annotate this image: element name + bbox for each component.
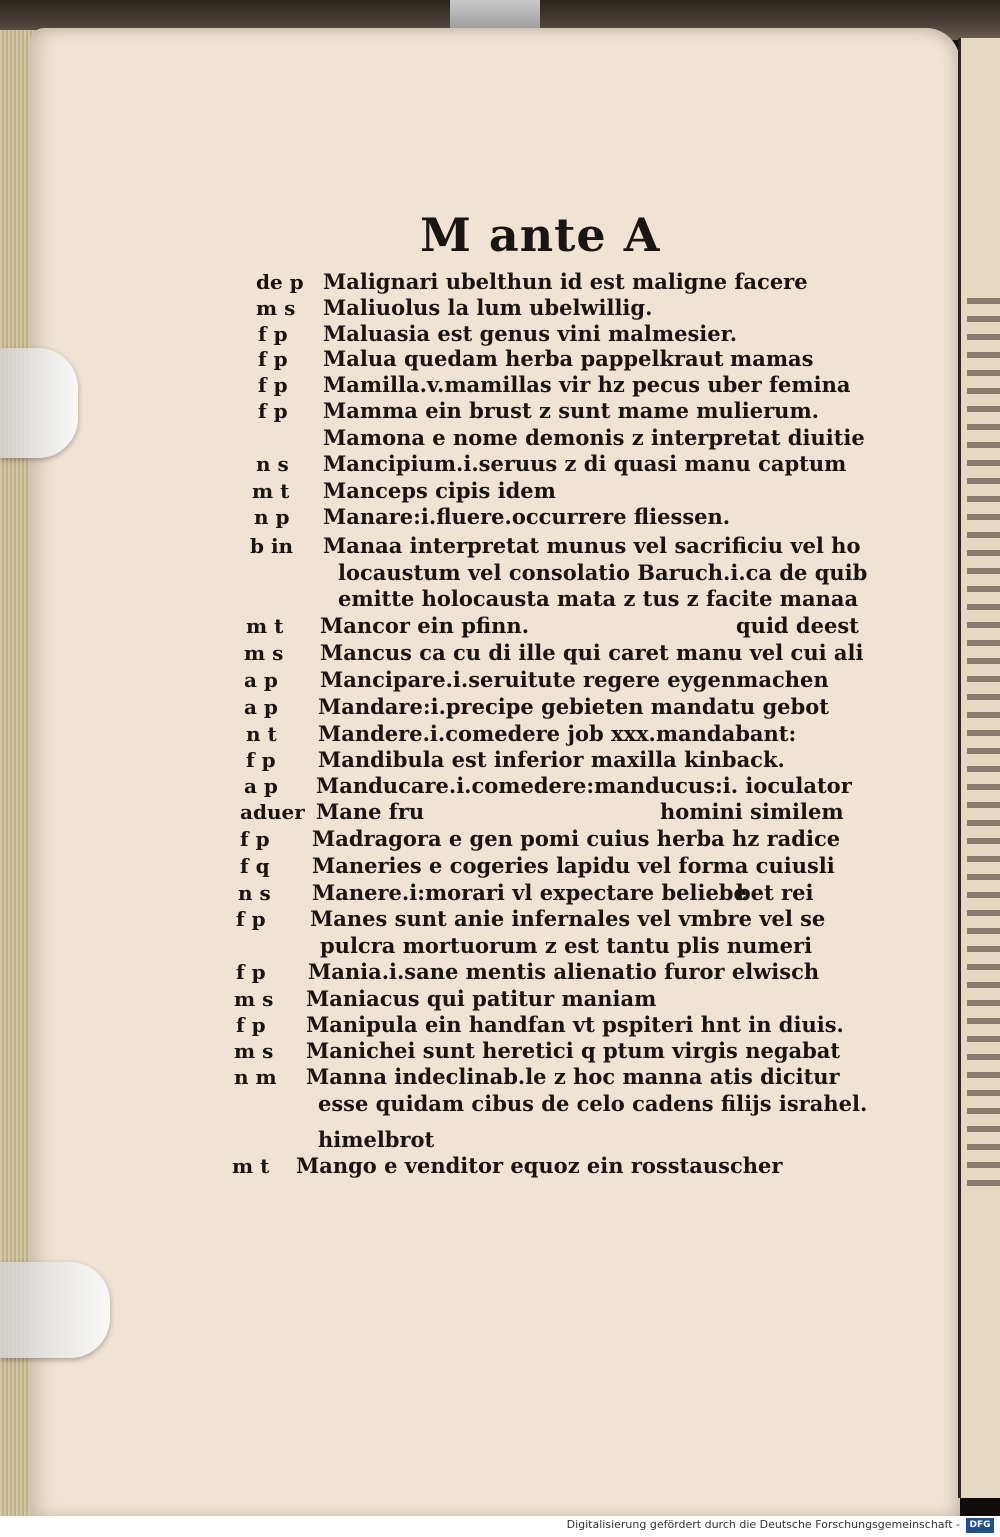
entry-text: Mancipium.i.seruus z di quasi manu captum (323, 451, 847, 476)
grammar-code: m t (232, 1154, 270, 1178)
grammar-code: f p (236, 1013, 266, 1037)
page-heading: M ante A (420, 208, 661, 262)
entry-text: Mane fru (316, 799, 425, 824)
entry-text: Mamma ein brust z sunt mame mulierum. (323, 398, 819, 423)
grammar-code: a p (244, 668, 278, 692)
grammar-code: f p (258, 347, 288, 371)
entry-text: Manaa interpretat munus vel sacrificiu vel ho (323, 533, 861, 558)
grammar-code: b in (250, 534, 294, 558)
entry-text: Mancus ca cu di ille qui caret manu vel cui ali (320, 640, 864, 665)
grammar-code: m s (234, 987, 274, 1011)
grammar-code: aduer (240, 800, 305, 824)
entry-text: Madragora e gen pomi cuius herba hz radice (312, 826, 841, 851)
entry-text: himelbrot (318, 1127, 435, 1152)
entry-continuation: homini similem (660, 799, 844, 824)
grammar-code: m s (244, 641, 284, 665)
dfg-logo-icon: DFG (966, 1518, 994, 1533)
grammar-code: f p (258, 322, 288, 346)
entry-text: Malua quedam herba pappelkraut (323, 346, 724, 371)
entry-text: Mamilla.v.mamillas vir hz pecus uber femina (323, 372, 851, 397)
grammar-code: n m (234, 1065, 277, 1089)
grammar-code: n t (246, 722, 277, 746)
grammar-code: f p (246, 748, 276, 772)
entry-text: Manna indeclinab.le z hoc manna atis dicitur (306, 1064, 840, 1089)
page-clip-bottom (0, 1262, 110, 1358)
entry-text: Manipula ein handfan vt pspiteri hnt in diuis. (306, 1012, 844, 1037)
entry-text: Malignari ubelthun id est maligne facere (323, 269, 808, 294)
entry-text: Maluasia est genus vini malmesier. (323, 321, 738, 346)
facing-page-text-illegible (967, 298, 1000, 1198)
entry-text: pulcra mortuorum z est tantu plis numeri (320, 933, 813, 958)
grammar-code: a p (244, 695, 278, 719)
entry-text: Manichei sunt heretici q ptum virgis negabat (306, 1038, 841, 1063)
grammar-code: de p (256, 270, 304, 294)
grammar-code: f p (258, 399, 288, 423)
grammar-code: n s (238, 881, 271, 905)
entry-continuation: mamas (730, 346, 814, 371)
entry-text: Maniacus qui patitur maniam (306, 986, 657, 1011)
entry-text: Manducare.i.comedere:manducus:i. ioculator (316, 773, 852, 798)
entry-text: Mandibula est inferior maxilla kinback. (318, 747, 785, 772)
entry-text: Mandere.i.comedere job xxx.mandabant: (318, 721, 797, 746)
entry-text: Mango e venditor equoz ein rosstauscher (296, 1153, 783, 1178)
entry-text: Maneries e cogeries lapidu vel forma cuiusli (312, 853, 835, 878)
entry-text: Mamona e nome demonis z interpretat diuitie (323, 425, 865, 450)
entry-text: Maliuolus la lum ubelwillig. (323, 295, 653, 320)
grammar-code: f p (240, 827, 270, 851)
grammar-code: f q (240, 854, 270, 878)
entry-continuation: quid deest (736, 613, 859, 638)
page-clip-top (0, 348, 78, 458)
funding-credit: Digitalisierung gefördert durch die Deutsche Forschungsgemeinschaft - (566, 1518, 960, 1531)
entry-continuation: bet rei (736, 880, 814, 905)
grammar-code: f p (236, 907, 266, 931)
entry-text: Mandare:i.precipe gebieten mandatu gebot (318, 694, 829, 719)
entry-text: Manare:i.fluere.occurrere fliessen. (323, 504, 731, 529)
entry-text: Mancor ein pfinn. (320, 613, 530, 638)
entry-text: emitte holocausta mata z tus z facite manaa (338, 586, 859, 611)
entry-text: Manceps cipis idem (323, 478, 556, 503)
grammar-code: n p (254, 505, 290, 529)
entry-text: locaustum vel consolatio Baruch.i.ca de quib (338, 560, 868, 585)
grammar-code: m t (252, 479, 290, 503)
facing-page-edge (958, 38, 1000, 1498)
grammar-code: f p (236, 960, 266, 984)
entry-text: Mancipare.i.seruitute regere eygenmachen (320, 667, 829, 692)
grammar-code: m t (246, 614, 284, 638)
grammar-code: m s (234, 1039, 274, 1063)
grammar-code: f p (258, 373, 288, 397)
grammar-code: n s (256, 452, 289, 476)
grammar-code: a p (244, 774, 278, 798)
entry-text: esse quidam cibus de celo cadens filijs israhel. (318, 1091, 868, 1116)
footer-bar (0, 1516, 1000, 1537)
entry-text: Manes sunt anie infernales vel vmbre vel se (310, 906, 826, 931)
entry-text: Mania.i.sane mentis alienatio furor elwisch (308, 959, 820, 984)
entry-text: Manere.i:morari vl expectare beliebe (312, 880, 747, 905)
grammar-code: m s (256, 296, 296, 320)
